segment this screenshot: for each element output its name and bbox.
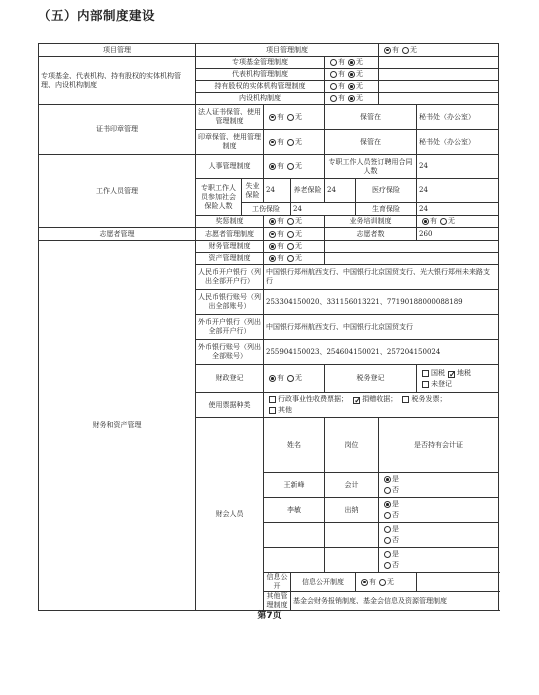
no-radio[interactable]	[348, 59, 355, 66]
injury-value: 24	[291, 203, 356, 216]
yes-radio[interactable]	[330, 83, 337, 90]
cert-kept-at-value: 秘书处（办公室）	[417, 105, 499, 130]
radio-group[interactable]: 是 否	[379, 548, 499, 573]
unregistered-checkbox[interactable]	[422, 381, 429, 388]
no-radio[interactable]	[287, 243, 294, 250]
yes-radio[interactable]	[269, 243, 276, 250]
no-radio[interactable]	[287, 255, 294, 262]
tax-options: 国税 ✓地税 未登记	[417, 365, 499, 393]
no-radio[interactable]	[287, 218, 294, 225]
rmb-bank-label: 人民币开户银行（列出全部开户行）	[196, 265, 264, 290]
seal-mgmt-label: 证书印章管理	[39, 105, 196, 155]
radio-group[interactable]: 有 无	[379, 44, 499, 57]
yes-radio[interactable]	[269, 139, 276, 146]
volunteer-count-label: 志愿者数	[325, 228, 417, 241]
no-radio[interactable]	[384, 562, 391, 569]
no-radio[interactable]	[440, 218, 447, 225]
training-system-label: 业务培训制度	[325, 216, 417, 228]
accountant-post: 出纳	[325, 498, 379, 523]
table-row	[39, 241, 499, 253]
no-radio[interactable]	[348, 95, 355, 102]
yes-radio[interactable]	[269, 375, 276, 382]
yes-radio[interactable]	[330, 59, 337, 66]
contract-count-label: 专职工作人员签订聘用合同人数	[325, 155, 417, 179]
no-radio[interactable]	[287, 163, 294, 170]
accountant-post: 会计	[325, 473, 379, 498]
yes-radio[interactable]	[269, 255, 276, 262]
section-heading: （五）内部制度建设	[38, 8, 156, 23]
seal-system-label: 印章保管、使用管理制度	[196, 130, 264, 155]
fx-account-value: 255904150023、254604150021、257204150024	[264, 340, 499, 365]
other-systems-label: 其他管理制度	[264, 592, 291, 611]
radio-group[interactable]: 有 无	[325, 81, 379, 93]
yes-radio[interactable]	[384, 476, 391, 483]
accountant-name: 李敏	[264, 498, 325, 523]
no-radio[interactable]	[384, 537, 391, 544]
pension-value: 24	[325, 179, 356, 203]
unemployment-label: 失业保险	[242, 179, 264, 203]
tax-invoice-checkbox[interactable]	[402, 396, 409, 403]
yes-radio[interactable]	[330, 71, 337, 78]
bill-types-options: 行政事业性收费票据； ✓捐赠收据； 税务发票； 其他	[264, 393, 499, 418]
radio-group[interactable]: 有 无	[325, 93, 379, 105]
finance-system-label: 财务管理制度	[196, 241, 264, 253]
no-radio[interactable]	[287, 139, 294, 146]
yes-radio[interactable]	[269, 218, 276, 225]
radio-group[interactable]: 有 无	[264, 130, 325, 155]
yes-radio[interactable]	[330, 95, 337, 102]
volunteer-system-label: 志愿者管理制度	[196, 228, 264, 241]
pension-label: 养老保险	[291, 179, 325, 203]
table-row	[39, 155, 499, 179]
accountant-post	[325, 523, 379, 548]
project-system-label: 项目管理制度	[196, 44, 379, 57]
no-radio[interactable]	[379, 579, 386, 586]
contract-count-value: 24	[417, 155, 499, 179]
radio-group[interactable]: 是 否	[379, 473, 499, 498]
table-row	[39, 57, 499, 69]
injury-label: 工伤保险	[242, 203, 291, 216]
info-system-label: 信息公开制度	[291, 573, 356, 592]
national-tax-checkbox[interactable]	[422, 370, 429, 377]
cert-system-label: 法人证书保管、使用管理制度	[196, 105, 264, 130]
yes-radio[interactable]	[384, 47, 391, 54]
seal-kept-at-value: 秘书处（办公室）	[417, 130, 499, 155]
yes-radio[interactable]	[361, 579, 368, 586]
kept-at-label: 保管在	[325, 130, 417, 155]
table-row	[39, 228, 499, 241]
radio-group[interactable]: 有 无	[356, 573, 417, 592]
radio-group[interactable]: 有 无	[264, 365, 325, 393]
fx-account-label: 外币银行账号（列出全部账号）	[196, 340, 264, 365]
volunteer-count-value: 260	[417, 228, 499, 241]
finance-mgmt-label: 财务和资产管理	[39, 241, 196, 611]
other-systems-value: 基金会财务报销制度、基金会信息及资源管理制度	[291, 592, 499, 611]
page-number: 第7页	[257, 611, 282, 621]
volunteer-mgmt-label: 志愿者管理	[39, 228, 196, 241]
local-tax-checkbox[interactable]: ✓	[449, 368, 456, 379]
accountant-post	[325, 548, 379, 573]
accountant-name	[264, 523, 325, 548]
medical-label: 医疗保险	[356, 179, 417, 203]
project-mgmt-label: 项目管理	[39, 44, 196, 57]
fund-item-label: 代表机构管理制度	[196, 69, 325, 81]
yes-radio[interactable]	[384, 526, 391, 533]
medical-value: 24	[417, 179, 499, 203]
no-radio[interactable]	[348, 83, 355, 90]
no-radio[interactable]	[287, 231, 294, 238]
donation-receipt-checkbox[interactable]: ✓	[354, 395, 361, 405]
admin-fee-bill-checkbox[interactable]	[269, 396, 276, 403]
radio-group[interactable]: 有 无	[325, 69, 379, 81]
radio-group[interactable]: 是 否	[379, 498, 499, 523]
fx-bank-value: 中国银行郑州航西支行、中国银行北京国贸支行	[264, 315, 499, 340]
rmb-bank-value: 中国银行郑州航西支行、中国银行北京国贸支行、光大银行郑州未来路支行	[264, 265, 499, 290]
radio-group[interactable]: 有 无	[264, 105, 325, 130]
hr-system-label: 人事管理制度	[196, 155, 264, 179]
tax-registration-label: 税务登记	[325, 365, 417, 393]
no-radio[interactable]	[348, 71, 355, 78]
rmb-account-value: 253304150020、331156013221、77190188000088189	[264, 290, 499, 315]
table-row	[39, 105, 499, 130]
yes-radio[interactable]	[269, 114, 276, 121]
no-radio[interactable]	[287, 375, 294, 382]
yes-radio[interactable]	[384, 501, 391, 508]
insurance-count-label: 专职工作人员参加社会保险人数	[196, 179, 242, 216]
no-radio[interactable]	[384, 512, 391, 519]
yes-radio[interactable]	[269, 163, 276, 170]
staff-mgmt-label: 工作人员管理	[39, 155, 196, 228]
other-bill-checkbox[interactable]	[269, 407, 276, 414]
birth-label: 生育保险	[356, 203, 417, 216]
fx-bank-label: 外币开户银行（列出全部开户行）	[196, 315, 264, 340]
kept-at-label: 保管在	[325, 105, 417, 130]
radio-group[interactable]: 有 无	[264, 228, 325, 241]
asset-system-label: 资产管理制度	[196, 253, 264, 265]
info-disclosure-label: 信息公开	[264, 573, 291, 592]
radio-group[interactable]: 有 无	[417, 216, 499, 228]
fund-mgmt-label: 专项基金、代表机构、持有股权的实体机构管理、内设机构制度	[39, 57, 196, 105]
bill-types-label: 使用票据种类	[196, 393, 264, 418]
internal-system-table	[38, 43, 499, 611]
no-radio[interactable]	[287, 114, 294, 121]
radio-group[interactable]: 有 无	[264, 216, 325, 228]
accountant-name: 王新峰	[264, 473, 325, 498]
unemployment-value: 24	[264, 179, 291, 203]
accountant-name	[264, 548, 325, 573]
fund-item-label: 持有股权的实体机构管理制度	[196, 81, 325, 93]
finance-registration-label: 财政登记	[196, 365, 264, 393]
rmb-account-label: 人民币银行账号（列出全部账号）	[196, 290, 264, 315]
table-row	[39, 44, 499, 57]
radio-group[interactable]: 是 否	[379, 523, 499, 548]
no-radio[interactable]	[402, 47, 409, 54]
certificate-header: 是否持有会计证	[379, 418, 499, 473]
fund-item-label: 内设机构制度	[196, 93, 325, 105]
radio-group[interactable]: 有 无	[264, 241, 325, 253]
yes-radio[interactable]	[422, 218, 429, 225]
radio-group[interactable]: 有 无	[264, 155, 325, 179]
name-header: 姓名	[264, 418, 325, 473]
accountant-label: 财会人员	[196, 418, 264, 611]
fund-item-label: 专项基金管理制度	[196, 57, 325, 69]
birth-value: 24	[417, 203, 499, 216]
radio-group[interactable]: 有 无	[325, 57, 379, 69]
post-header: 岗位	[325, 418, 379, 473]
no-radio[interactable]	[384, 487, 391, 494]
yes-radio[interactable]	[384, 551, 391, 558]
yes-radio[interactable]	[269, 231, 276, 238]
reward-system-label: 奖惩制度	[196, 216, 264, 228]
radio-group[interactable]: 有 无	[264, 253, 325, 265]
